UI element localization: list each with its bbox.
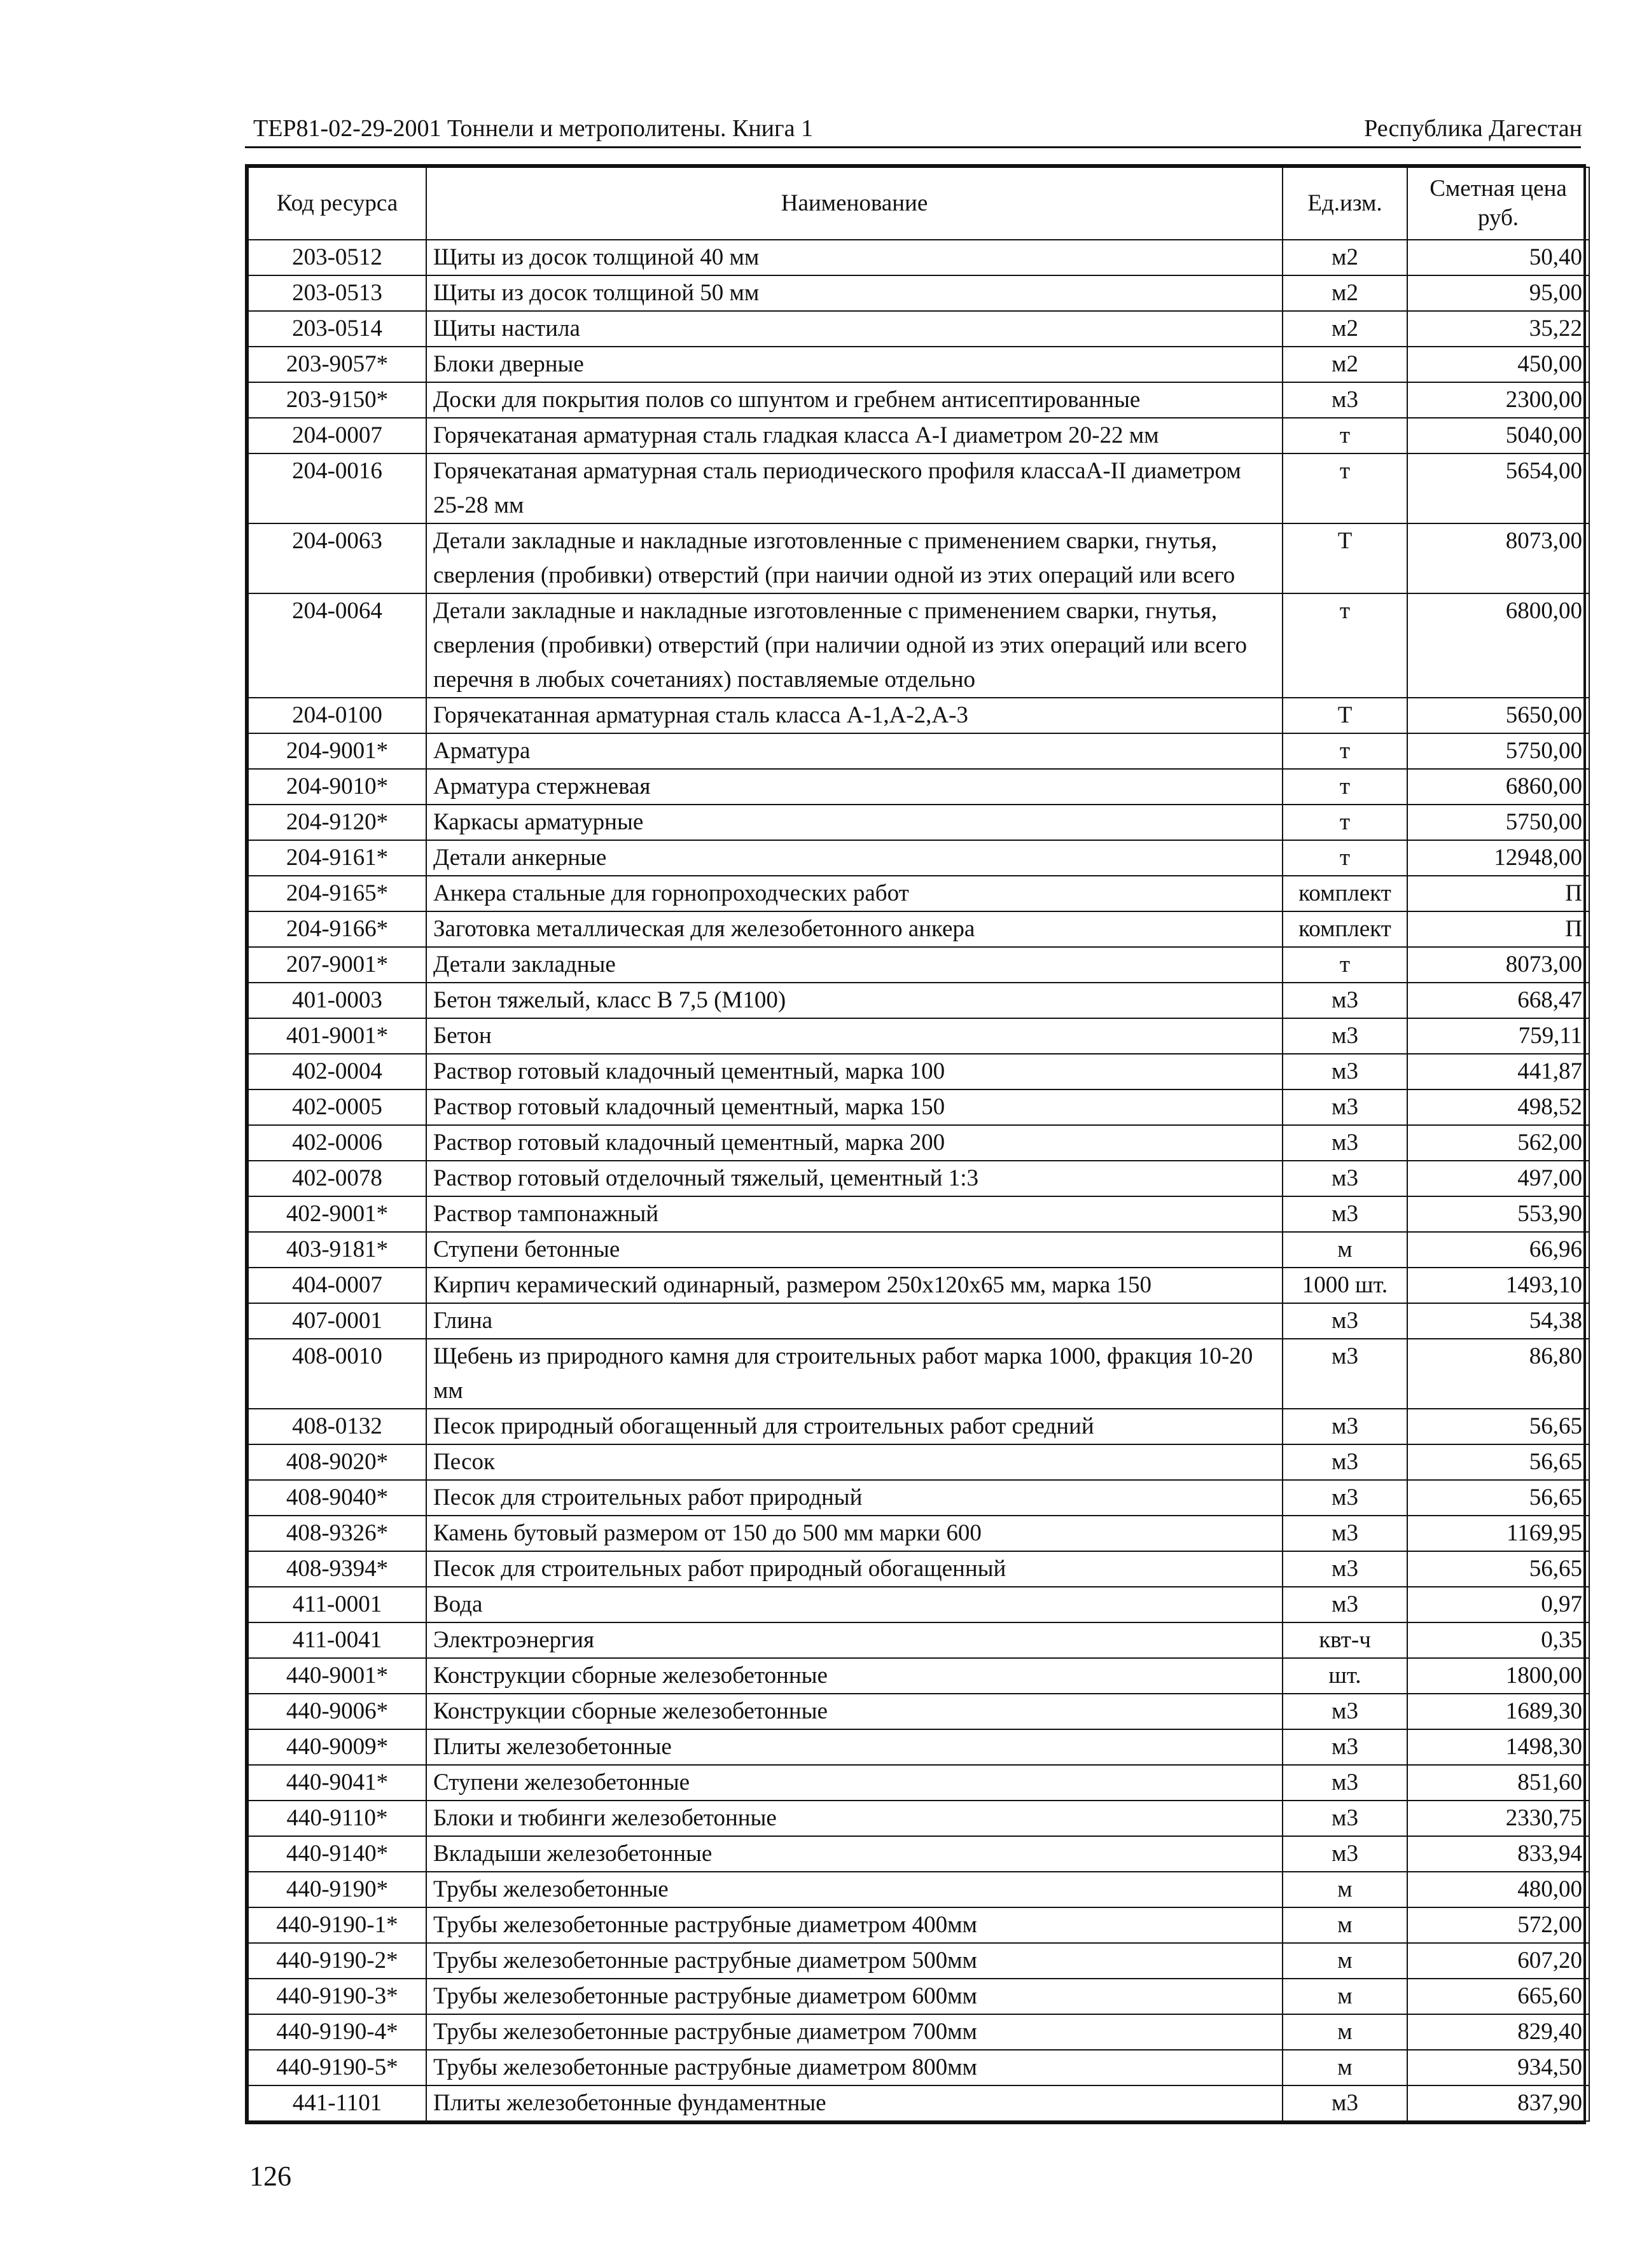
resource-code-cell: 411-0041 [248, 1622, 426, 1658]
price-cell: 5040,00 [1407, 418, 1589, 453]
table-row [248, 523, 1589, 593]
resource-name-cell: Глина [426, 1303, 1283, 1339]
unit-cell: м3 [1283, 1054, 1407, 1089]
table-row [248, 947, 1589, 983]
unit-cell: м3 [1283, 1303, 1407, 1339]
resource-name-cell: Доски для покрытия полов со шпунтом и гребнем антисептированные [426, 382, 1283, 418]
resource-code-cell: 204-9165* [248, 876, 426, 911]
resource-code-cell: 408-0010 [248, 1339, 426, 1409]
unit-cell: т [1283, 769, 1407, 805]
unit-cell: м [1283, 1232, 1407, 1268]
price-cell: 86,80 [1407, 1339, 1589, 1409]
resource-code-cell: 411-0001 [248, 1587, 426, 1622]
table-row [248, 1196, 1589, 1232]
price-cell: 934,50 [1407, 2050, 1589, 2085]
price-cell: 441,87 [1407, 1054, 1589, 1089]
price-cell: 2330,75 [1407, 1801, 1589, 1836]
price-cell: 759,11 [1407, 1018, 1589, 1054]
resource-name-cell: Каркасы арматурные [426, 805, 1283, 840]
table-row [248, 1480, 1589, 1516]
unit-cell: т [1283, 840, 1407, 876]
resource-name-cell: Трубы железобетонные раструбные диаметром 500мм [426, 1943, 1283, 1979]
unit-cell: м3 [1283, 1801, 1407, 1836]
table-row [248, 2014, 1589, 2050]
price-cell: П [1407, 876, 1589, 911]
table-row [248, 1801, 1589, 1836]
resource-code-cell: 407-0001 [248, 1303, 426, 1339]
resource-code-cell: 440-9190-5* [248, 2050, 426, 2085]
table-row [248, 1587, 1589, 1622]
resource-name-cell: Горячекатаная арматурная сталь гладкая класса А-I диаметром 20-22 мм [426, 418, 1283, 453]
unit-cell: м3 [1283, 1196, 1407, 1232]
price-cell: 833,94 [1407, 1836, 1589, 1872]
price-cell: 572,00 [1407, 1907, 1589, 1943]
resource-name-cell: Ступени бетонные [426, 1232, 1283, 1268]
price-cell: 450,00 [1407, 347, 1589, 382]
price-cell: 56,65 [1407, 1444, 1589, 1480]
region-name: Республика Дагестан [1364, 115, 1582, 142]
page-header [249, 109, 1582, 146]
resource-name-cell: Детали закладные и накладные изготовленные с применением сварки, гнутья, сверления (пробивки) отверстий (при наичии одной из этих операций или всего [426, 523, 1283, 593]
resource-code-cell: 401-0003 [248, 983, 426, 1018]
resource-name-cell: Трубы железобетонные [426, 1872, 1283, 1907]
unit-cell: м3 [1283, 1694, 1407, 1729]
unit-cell: Т [1283, 523, 1407, 593]
table-row [248, 1729, 1589, 1765]
unit-cell: комплект [1283, 876, 1407, 911]
resource-code-cell: 402-0006 [248, 1125, 426, 1161]
resource-code-cell: 440-9009* [248, 1729, 426, 1765]
price-cell: 1498,30 [1407, 1729, 1589, 1765]
resource-name-cell: Раствор готовый кладочный цементный, марка 150 [426, 1089, 1283, 1125]
table-row [248, 1658, 1589, 1694]
table-row [248, 1979, 1589, 2014]
table-row [248, 1232, 1589, 1268]
table-row [248, 382, 1589, 418]
unit-cell: м3 [1283, 1551, 1407, 1587]
unit-cell: м3 [1283, 1480, 1407, 1516]
resource-name-cell: Блоки и тюбинги железобетонные [426, 1801, 1283, 1836]
price-cell: 0,97 [1407, 1587, 1589, 1622]
price-cell: 668,47 [1407, 983, 1589, 1018]
unit-cell: м3 [1283, 1161, 1407, 1196]
resource-code-cell: 440-9190-2* [248, 1943, 426, 1979]
table-row [248, 1872, 1589, 1907]
price-cell: 497,00 [1407, 1161, 1589, 1196]
table-row [248, 1907, 1589, 1943]
resource-name-cell: Раствор тампонажный [426, 1196, 1283, 1232]
price-cell: 562,00 [1407, 1125, 1589, 1161]
unit-cell: м3 [1283, 1444, 1407, 1480]
resource-code-cell: 401-9001* [248, 1018, 426, 1054]
resource-code-cell: 402-0005 [248, 1089, 426, 1125]
unit-cell: квт-ч [1283, 1622, 1407, 1658]
table-row [248, 1125, 1589, 1161]
unit-cell: м3 [1283, 1587, 1407, 1622]
unit-cell: м3 [1283, 1018, 1407, 1054]
resource-name-cell: Плиты железобетонные фундаментные [426, 2085, 1283, 2121]
resource-name-cell: Бетон [426, 1018, 1283, 1054]
resource-name-cell: Детали закладные [426, 947, 1283, 983]
price-cell: 851,60 [1407, 1765, 1589, 1801]
unit-cell: м3 [1283, 382, 1407, 418]
resource-code-cell: 440-9190* [248, 1872, 426, 1907]
resource-name-cell: Арматура [426, 733, 1283, 769]
resource-name-cell: Щиты настила [426, 311, 1283, 347]
resource-code-cell: 408-0132 [248, 1409, 426, 1444]
price-cell: 5650,00 [1407, 698, 1589, 733]
table-row [248, 240, 1589, 275]
table-row [248, 1551, 1589, 1587]
resource-code-cell: 204-9001* [248, 733, 426, 769]
table-body [248, 240, 1589, 2121]
price-cell: 66,96 [1407, 1232, 1589, 1268]
price-table [247, 167, 1590, 2122]
price-cell: 498,52 [1407, 1089, 1589, 1125]
table-row [248, 1089, 1589, 1125]
price-cell: 6860,00 [1407, 769, 1589, 805]
price-cell: 480,00 [1407, 1872, 1589, 1907]
table-row [248, 311, 1589, 347]
table-row [248, 1054, 1589, 1089]
table-row [248, 876, 1589, 911]
resource-code-cell: 440-9041* [248, 1765, 426, 1801]
resource-code-cell: 203-0514 [248, 311, 426, 347]
resource-code-cell: 402-0078 [248, 1161, 426, 1196]
resource-code-cell: 204-0100 [248, 698, 426, 733]
table-row [248, 983, 1589, 1018]
resource-name-cell: Трубы железобетонные раструбные диаметром 700мм [426, 2014, 1283, 2050]
price-cell: 5654,00 [1407, 453, 1589, 523]
unit-cell: т [1283, 805, 1407, 840]
table-row [248, 1694, 1589, 1729]
resource-code-cell: 403-9181* [248, 1232, 426, 1268]
unit-cell: м2 [1283, 347, 1407, 382]
unit-cell: м3 [1283, 1836, 1407, 1872]
document-title: ТЕР81-02-29-2001 Тоннели и метрополитены. Книга 1 [253, 115, 813, 142]
resource-name-cell: Блоки дверные [426, 347, 1283, 382]
resource-name-cell: Горячекатанная арматурная сталь класса А-1,А-2,А-3 [426, 698, 1283, 733]
column-header-unit: Ед.изм. [1283, 167, 1407, 240]
table-row [248, 1161, 1589, 1196]
price-cell: 56,65 [1407, 1409, 1589, 1444]
table-row [248, 453, 1589, 523]
price-cell: П [1407, 911, 1589, 947]
price-cell: 8073,00 [1407, 947, 1589, 983]
price-cell: 2300,00 [1407, 382, 1589, 418]
table-row [248, 1765, 1589, 1801]
resource-name-cell: Раствор готовый кладочный цементный, марка 200 [426, 1125, 1283, 1161]
header-divider [245, 146, 1581, 148]
resource-name-cell: Трубы железобетонные раструбные диаметром 600мм [426, 1979, 1283, 2014]
resource-name-cell: Детали анкерные [426, 840, 1283, 876]
resource-code-cell: 203-9057* [248, 347, 426, 382]
column-header-code: Код ресурса [248, 167, 426, 240]
resource-name-cell: Песок для строительных работ природный обогащенный [426, 1551, 1283, 1587]
table-row [248, 1268, 1589, 1303]
resource-name-cell: Горячекатаная арматурная сталь периодического профиля классаА-II диаметром 25-28 мм [426, 453, 1283, 523]
resource-name-cell: Вода [426, 1587, 1283, 1622]
resource-name-cell: Конструкции сборные железобетонные [426, 1694, 1283, 1729]
table-row [248, 1943, 1589, 1979]
resource-name-cell: Анкера стальные для горнопроходческих работ [426, 876, 1283, 911]
column-header-price: Сметная цена руб. [1407, 167, 1589, 240]
unit-cell: м2 [1283, 311, 1407, 347]
resource-code-cell: 203-0512 [248, 240, 426, 275]
resource-code-cell: 441-1101 [248, 2085, 426, 2121]
table-row [248, 840, 1589, 876]
unit-cell: м3 [1283, 1729, 1407, 1765]
unit-cell: комплект [1283, 911, 1407, 947]
table-row [248, 418, 1589, 453]
table-row [248, 1444, 1589, 1480]
unit-cell: т [1283, 453, 1407, 523]
unit-cell: м [1283, 1907, 1407, 1943]
price-cell: 56,65 [1407, 1551, 1589, 1587]
price-cell: 95,00 [1407, 275, 1589, 311]
resource-name-cell: Камень бутовый размером от 150 до 500 мм марки 600 [426, 1516, 1283, 1551]
table-row [248, 1303, 1589, 1339]
resource-code-cell: 204-9166* [248, 911, 426, 947]
unit-cell: м3 [1283, 1125, 1407, 1161]
unit-cell: м3 [1283, 1516, 1407, 1551]
resource-name-cell: Бетон тяжелый, класс В 7,5 (М100) [426, 983, 1283, 1018]
table-row [248, 2085, 1589, 2121]
resource-code-cell: 204-9010* [248, 769, 426, 805]
unit-cell: м3 [1283, 1089, 1407, 1125]
unit-cell: м [1283, 1872, 1407, 1907]
resource-name-cell: Электроэнергия [426, 1622, 1283, 1658]
resource-code-cell: 408-9040* [248, 1480, 426, 1516]
resource-name-cell: Заготовка металлическая для железобетонного анкера [426, 911, 1283, 947]
price-cell: 56,65 [1407, 1480, 1589, 1516]
price-cell: 837,90 [1407, 2085, 1589, 2121]
resource-name-cell: Конструкции сборные железобетонные [426, 1658, 1283, 1694]
price-cell: 8073,00 [1407, 523, 1589, 593]
table-row [248, 733, 1589, 769]
price-cell: 665,60 [1407, 1979, 1589, 2014]
price-cell: 553,90 [1407, 1196, 1589, 1232]
resource-code-cell: 440-9001* [248, 1658, 426, 1694]
table-row [248, 275, 1589, 311]
resource-code-cell: 408-9020* [248, 1444, 426, 1480]
unit-cell: т [1283, 947, 1407, 983]
resource-code-cell: 203-0513 [248, 275, 426, 311]
resource-code-cell: 440-9190-3* [248, 1979, 426, 2014]
price-table-container [245, 164, 1586, 2124]
resource-code-cell: 402-9001* [248, 1196, 426, 1232]
resource-code-cell: 440-9190-1* [248, 1907, 426, 1943]
unit-cell: м [1283, 1943, 1407, 1979]
price-cell: 50,40 [1407, 240, 1589, 275]
unit-cell: шт. [1283, 1658, 1407, 1694]
resource-code-cell: 440-9110* [248, 1801, 426, 1836]
resource-name-cell: Раствор готовый кладочный цементный, марка 100 [426, 1054, 1283, 1089]
resource-code-cell: 207-9001* [248, 947, 426, 983]
price-cell: 1169,95 [1407, 1516, 1589, 1551]
resource-name-cell: Вкладыши железобетонные [426, 1836, 1283, 1872]
unit-cell: м2 [1283, 240, 1407, 275]
price-cell: 0,35 [1407, 1622, 1589, 1658]
resource-name-cell: Щиты из досок толщиной 40 мм [426, 240, 1283, 275]
table-row [248, 1516, 1589, 1551]
resource-name-cell: Трубы железобетонные раструбные диаметром 400мм [426, 1907, 1283, 1943]
resource-name-cell: Песок для строительных работ природный [426, 1480, 1283, 1516]
unit-cell: т [1283, 593, 1407, 698]
unit-cell: м [1283, 2014, 1407, 2050]
table-row [248, 347, 1589, 382]
resource-code-cell: 203-9150* [248, 382, 426, 418]
resource-code-cell: 440-9190-4* [248, 2014, 426, 2050]
table-row [248, 1409, 1589, 1444]
resource-name-cell: Щебень из природного камня для строительных работ марка 1000, фракция 10-20 мм [426, 1339, 1283, 1409]
table-row [248, 769, 1589, 805]
resource-name-cell: Кирпич керамический одинарный, размером 250х120х65 мм, марка 150 [426, 1268, 1283, 1303]
resource-code-cell: 404-0007 [248, 1268, 426, 1303]
resource-name-cell: Трубы железобетонные раструбные диаметром 800мм [426, 2050, 1283, 2085]
page-number: 126 [249, 2161, 291, 2192]
unit-cell: м3 [1283, 1765, 1407, 1801]
unit-cell: Т [1283, 698, 1407, 733]
table-row [248, 911, 1589, 947]
price-cell: 829,40 [1407, 2014, 1589, 2050]
table-row [248, 1836, 1589, 1872]
resource-name-cell: Арматура стержневая [426, 769, 1283, 805]
unit-cell: т [1283, 418, 1407, 453]
price-cell: 1689,30 [1407, 1694, 1589, 1729]
table-row [248, 593, 1589, 698]
resource-code-cell: 440-9006* [248, 1694, 426, 1729]
resource-code-cell: 408-9326* [248, 1516, 426, 1551]
unit-cell: м3 [1283, 2085, 1407, 2121]
price-cell: 1493,10 [1407, 1268, 1589, 1303]
table-row [248, 1339, 1589, 1409]
price-cell: 35,22 [1407, 311, 1589, 347]
table-row [248, 1018, 1589, 1054]
resource-code-cell: 440-9140* [248, 1836, 426, 1872]
unit-cell: м2 [1283, 275, 1407, 311]
price-cell: 5750,00 [1407, 805, 1589, 840]
resource-code-cell: 402-0004 [248, 1054, 426, 1089]
resource-name-cell: Детали закладные и накладные изготовленные с применением сварки, гнутья, сверления (пробивки) отверстий (при наличии одной из этих операций или всего перечня в любых сочетаниях) поставляемые отдельно [426, 593, 1283, 698]
resource-code-cell: 204-9161* [248, 840, 426, 876]
unit-cell: 1000 шт. [1283, 1268, 1407, 1303]
resource-name-cell: Песок [426, 1444, 1283, 1480]
unit-cell: т [1283, 733, 1407, 769]
price-cell: 607,20 [1407, 1943, 1589, 1979]
table-row [248, 805, 1589, 840]
price-cell: 54,38 [1407, 1303, 1589, 1339]
column-header-name: Наименование [426, 167, 1283, 240]
price-cell: 6800,00 [1407, 593, 1589, 698]
resource-code-cell: 204-0063 [248, 523, 426, 593]
table-row [248, 698, 1589, 733]
price-cell: 12948,00 [1407, 840, 1589, 876]
resource-code-cell: 204-0007 [248, 418, 426, 453]
price-cell: 5750,00 [1407, 733, 1589, 769]
unit-cell: м3 [1283, 983, 1407, 1018]
resource-name-cell: Раствор готовый отделочный тяжелый, цементный 1:3 [426, 1161, 1283, 1196]
resource-code-cell: 204-0064 [248, 593, 426, 698]
table-row [248, 2050, 1589, 2085]
resource-code-cell: 408-9394* [248, 1551, 426, 1587]
price-cell: 1800,00 [1407, 1658, 1589, 1694]
resource-name-cell: Плиты железобетонные [426, 1729, 1283, 1765]
resource-code-cell: 204-9120* [248, 805, 426, 840]
table-row [248, 1622, 1589, 1658]
resource-name-cell: Ступени железобетонные [426, 1765, 1283, 1801]
resource-name-cell: Песок природный обогащенный для строительных работ средний [426, 1409, 1283, 1444]
unit-cell: м3 [1283, 1409, 1407, 1444]
unit-cell: м [1283, 2050, 1407, 2085]
table-header-row [248, 167, 1589, 240]
resource-code-cell: 204-0016 [248, 453, 426, 523]
resource-name-cell: Щиты из досок толщиной 50 мм [426, 275, 1283, 311]
unit-cell: м3 [1283, 1339, 1407, 1409]
unit-cell: м [1283, 1979, 1407, 2014]
